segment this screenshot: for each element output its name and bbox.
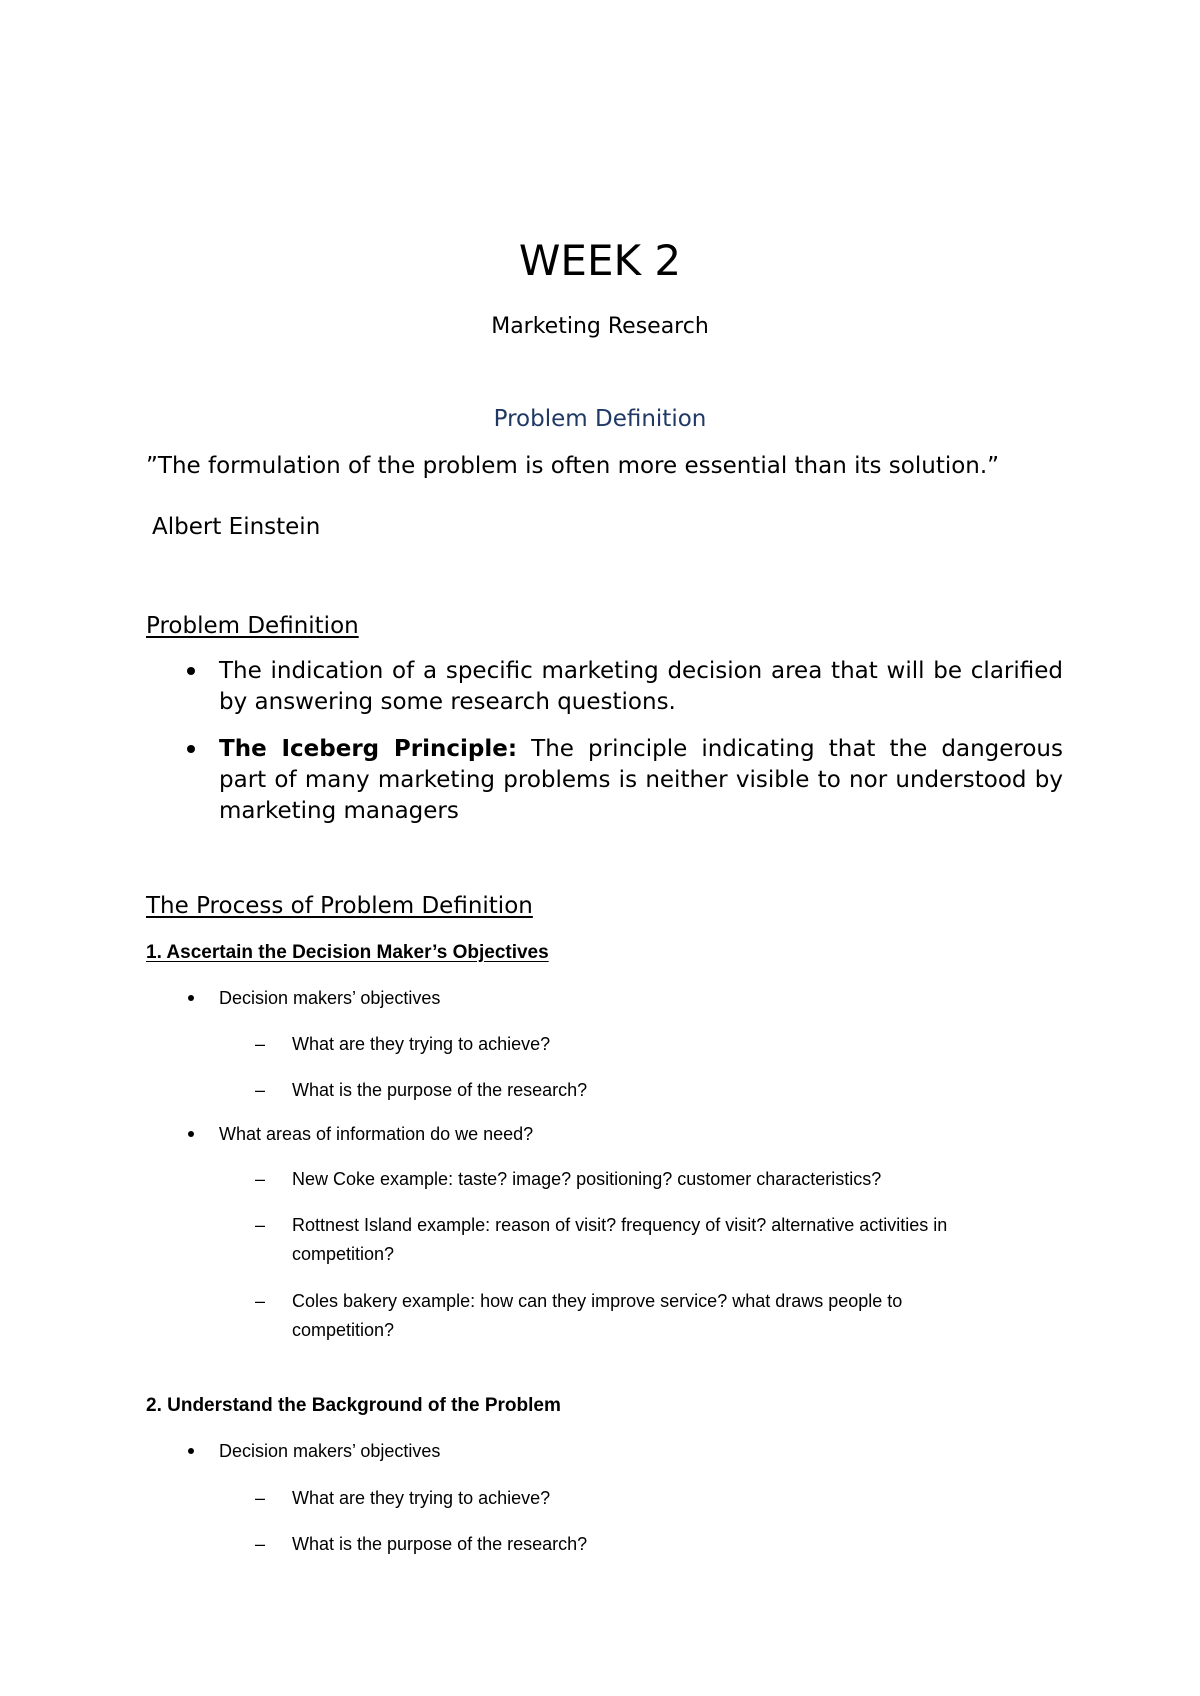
process-heading: The Process of Problem Definition — [146, 893, 533, 919]
bullet-text: The indication of a specific marketing decision area that will be clarified by answering some research questions. — [219, 658, 1063, 715]
dash-icon: – — [255, 1488, 266, 1508]
quote-text: ”The formulation of the problem is often more essential than its solution.” — [146, 453, 1000, 479]
dash-icon: – — [255, 1291, 266, 1311]
bullet-text: The principle indicating that the dangerous part of many marketing problems is neither visible to nor understood by marketing managers — [219, 736, 1063, 824]
step1-sub-3: New Coke example: taste? image? positioning? customer characteristics? — [292, 1169, 882, 1189]
step1-bullet-2: What areas of information do we need? — [219, 1124, 534, 1144]
bullet-icon — [188, 1448, 194, 1454]
bullet-icon — [188, 1131, 194, 1137]
step1-sub-5: Coles bakery example: how can they improve service? what draws people to — [292, 1291, 903, 1311]
quote-author: Albert Einstein — [152, 514, 321, 540]
step1-bullet-1: Decision makers’ objectives — [219, 988, 441, 1008]
step1-heading: 1. Ascertain the Decision Maker’s Objectives — [146, 942, 549, 963]
bullet-icon — [187, 667, 195, 675]
page-title: WEEK 2 — [518, 236, 682, 285]
step2-sub-2: What is the purpose of the research? — [292, 1534, 588, 1554]
step1-sub-1: What are they trying to achieve? — [292, 1034, 551, 1054]
step1-sub-4: Rottnest Island example: reason of visit? frequency of visit? alternative activities in — [292, 1215, 948, 1235]
dash-icon: – — [255, 1169, 266, 1189]
section-heading: Problem Definition — [493, 406, 707, 432]
bullet-bold-label: The Iceberg Principle: — [219, 736, 518, 762]
definition-heading: Problem Definition — [146, 613, 359, 639]
bullet-icon — [187, 745, 195, 753]
dash-icon: – — [255, 1034, 266, 1054]
step1-sub-5-cont: competition? — [292, 1320, 395, 1340]
bullet-icon — [188, 995, 194, 1001]
dash-icon: – — [255, 1215, 266, 1235]
page-subtitle: Marketing Research — [491, 314, 709, 339]
step2-heading: 2. Understand the Background of the Problem — [146, 1395, 561, 1416]
step2-bullet-1: Decision makers’ objectives — [219, 1441, 441, 1461]
dash-icon: – — [255, 1080, 266, 1100]
dash-icon: – — [255, 1534, 266, 1554]
definition-bullet-2 — [219, 734, 1063, 827]
step1-sub-4-cont: competition? — [292, 1244, 395, 1264]
definition-bullet-1 — [219, 656, 1063, 718]
step2-sub-1: What are they trying to achieve? — [292, 1488, 551, 1508]
step1-sub-2: What is the purpose of the research? — [292, 1080, 588, 1100]
